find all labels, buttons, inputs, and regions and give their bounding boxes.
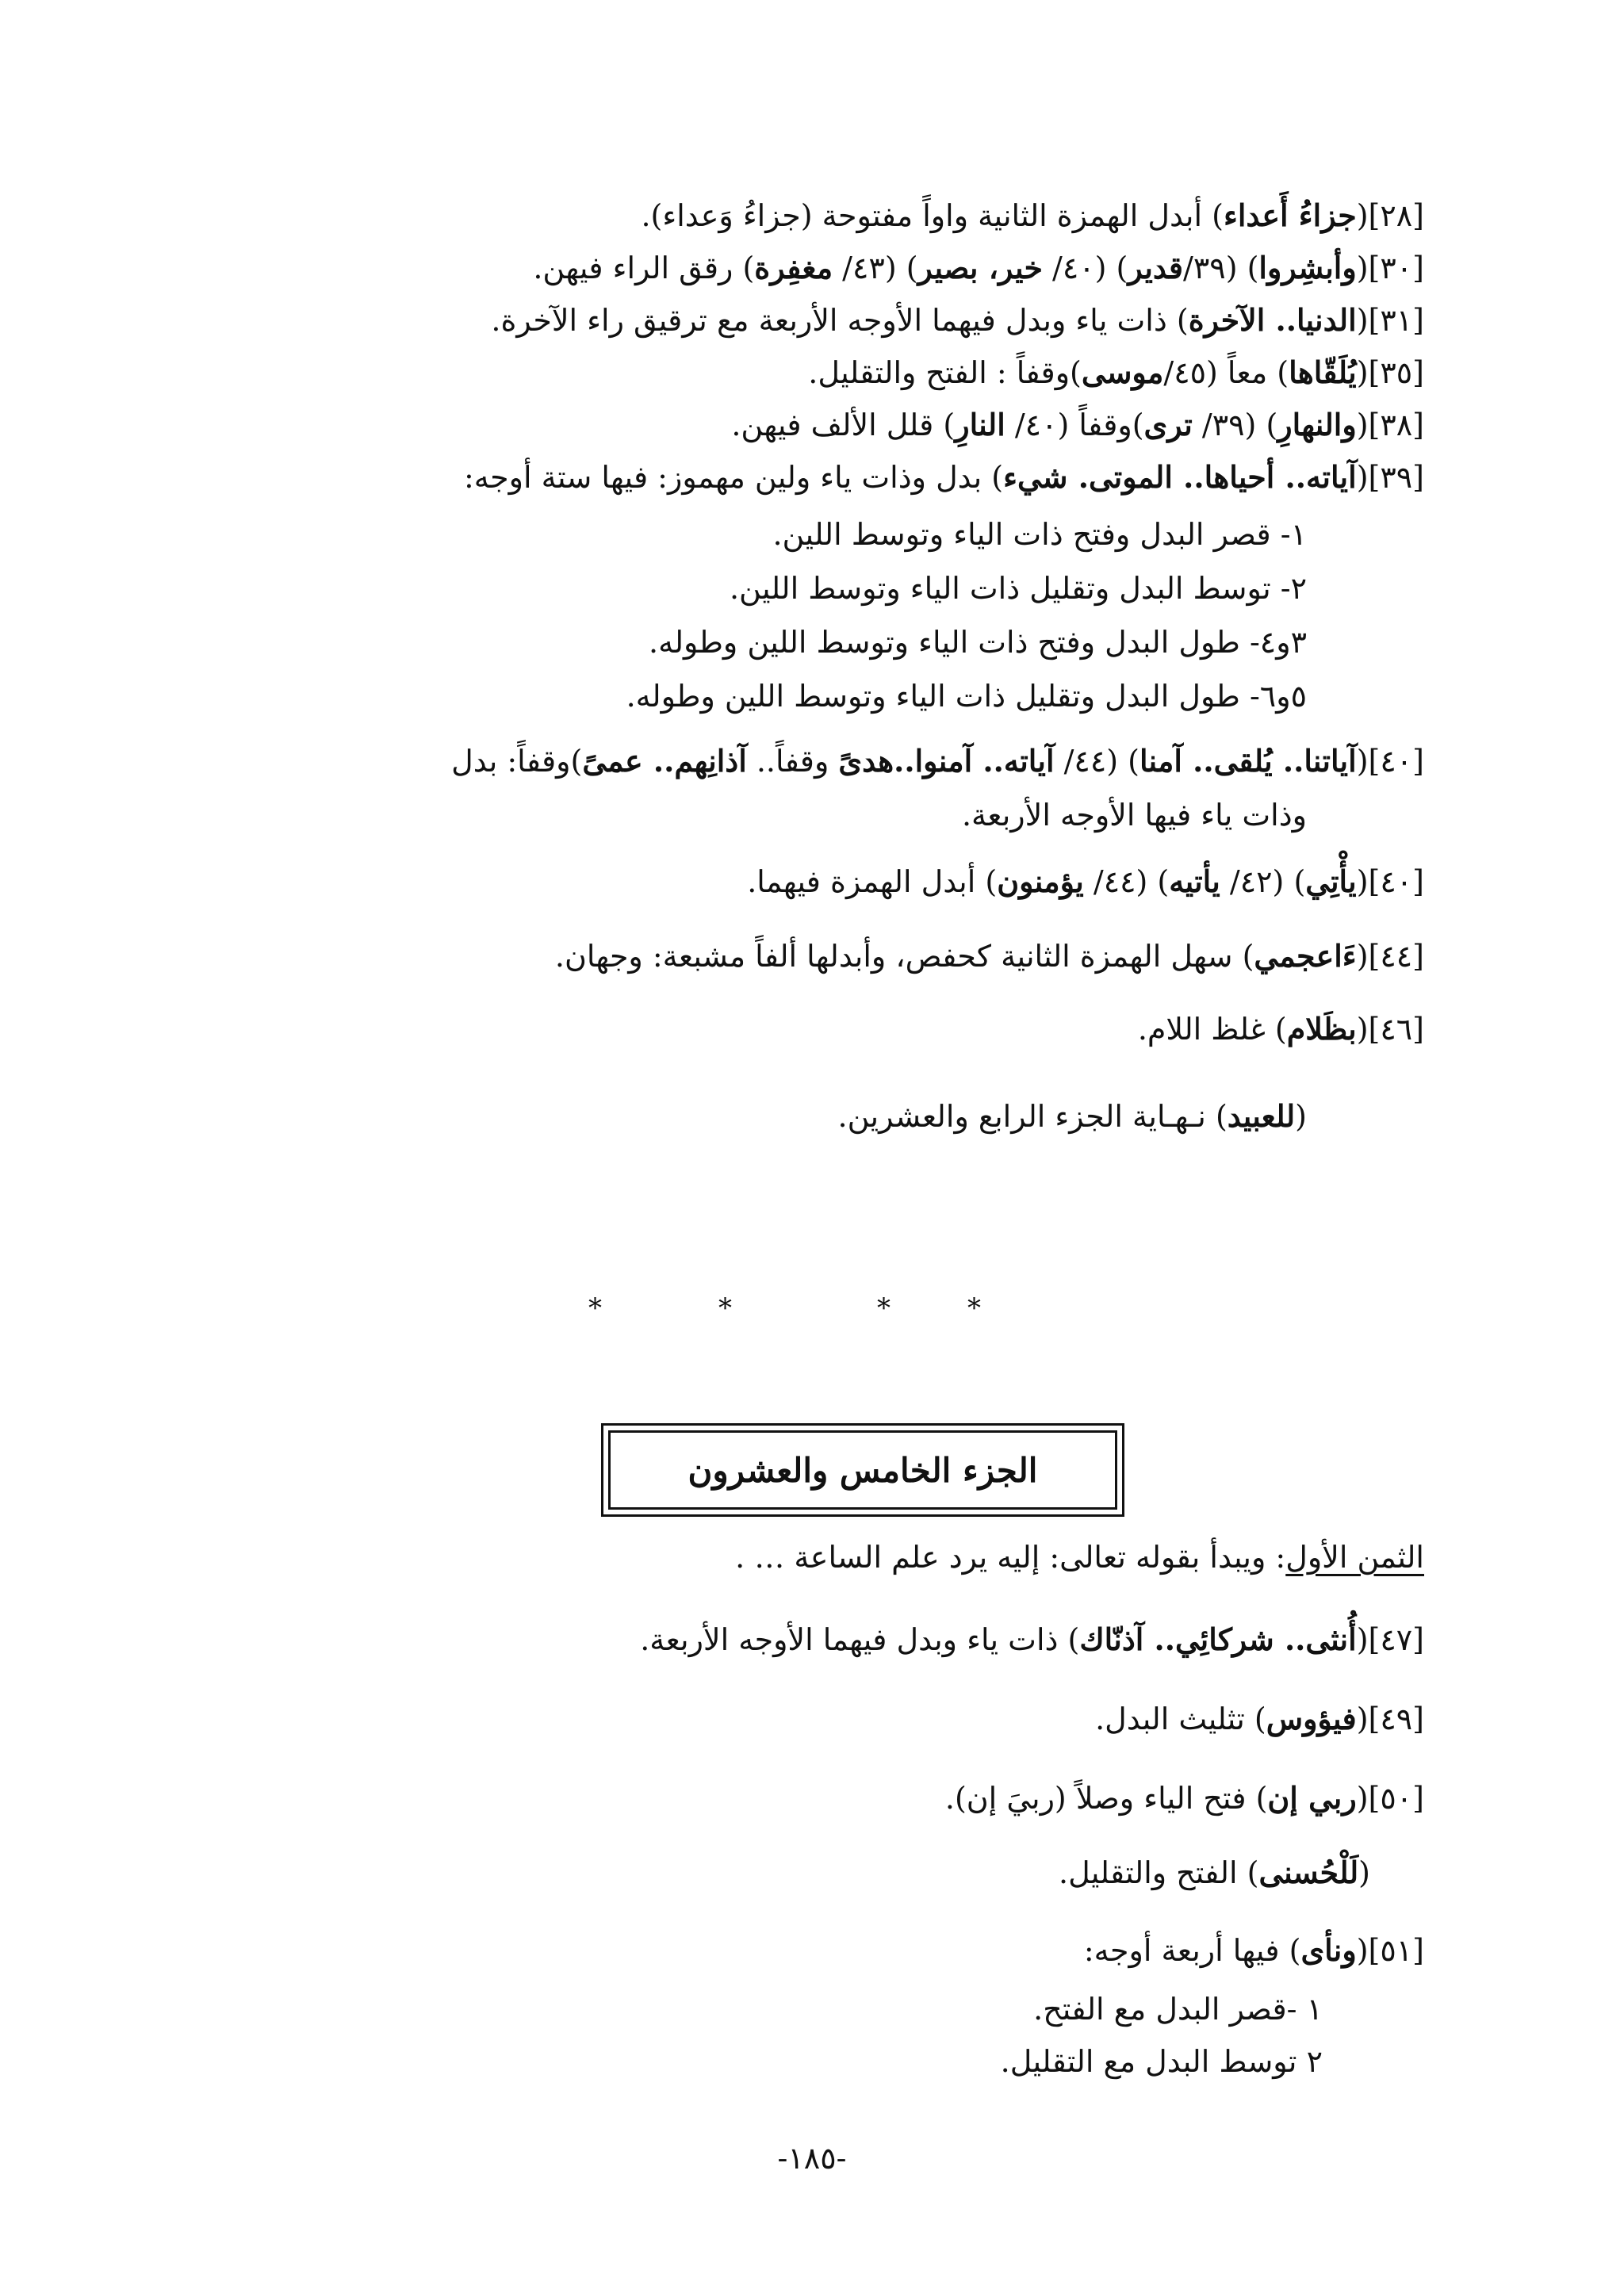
commentary-text: ) (٣٩/	[1183, 251, 1259, 285]
verse-reference: [٤٠]	[1368, 744, 1424, 779]
commentary-text: ) نـهـاية الجزء الرابع والعشرين.	[837, 1099, 1228, 1134]
quranic-word: آذانِهم.. عمىً	[582, 743, 747, 779]
commentary-text: (	[1356, 939, 1369, 974]
entry-47	[640, 1617, 1424, 1662]
entry-51	[1084, 1928, 1424, 1973]
section-title: الجزء الخامس والعشرون	[608, 1430, 1117, 1510]
verse-reference: [٢٨]	[1368, 198, 1424, 233]
quranic-word: آياته.. آمنوا..هدىً	[838, 743, 1055, 779]
sub-item-3: ٣و٤- طول البدل وفتح ذات الياء وتوسط اللين وطوله.	[649, 625, 1307, 660]
end-of-part-note	[838, 1094, 1307, 1139]
commentary-text: ) سهل الهمزة الثانية كحفص، وأبدلها ألفاً مشبعة: وجهان.	[554, 939, 1254, 974]
verse-reference: [٣٠]	[1368, 251, 1424, 285]
entry-40a	[451, 739, 1424, 783]
verse-reference: [٥١]	[1368, 1933, 1424, 1968]
entry-39	[464, 455, 1424, 500]
entry-40b	[747, 859, 1424, 904]
commentary-text: (	[1295, 1099, 1307, 1134]
commentary-text: ) (٣٩/	[1192, 408, 1278, 442]
commentary-text: ) قلل الألف فيهن.	[731, 408, 956, 442]
verse-reference: [٤٧]	[1368, 1622, 1424, 1657]
quranic-word: جزاءُ أَعداء	[1223, 197, 1357, 233]
commentary-text: ) (٤٢/	[1220, 864, 1306, 899]
commentary-text: (	[1356, 198, 1369, 233]
quranic-word: يُلَقّاها	[1289, 354, 1357, 390]
commentary-text: ) أبدل الهمزة الثانية واواً مفتوحة (جزاءُ وَعداء).	[641, 198, 1224, 233]
quranic-word: آياته.. أحياها.. الموتى. شيء	[1003, 459, 1357, 495]
commentary-text: ) أبدل الهمزة فيهما.	[747, 864, 998, 899]
verse-reference: [٤٤]	[1368, 939, 1424, 974]
commentary-text: ) الفتح والتقليل.	[1059, 1855, 1259, 1890]
thumn-label: الثمن الأول	[1285, 1540, 1424, 1575]
commentary-text: ) رقق الراء فيهن.	[533, 251, 755, 285]
commentary-text: )وقفاً (٤٠/	[1005, 408, 1144, 442]
entry-28	[641, 193, 1424, 238]
commentary-text: ) غلظ اللام.	[1137, 1012, 1287, 1047]
commentary-text: (	[1356, 1622, 1369, 1657]
sub51-item-1: ١ -قصر البدل مع الفتح.	[1033, 1992, 1323, 2027]
commentary-text: (	[1356, 1012, 1369, 1047]
quranic-word: الدنيا.. الآخرة	[1188, 302, 1357, 338]
section-title-box	[601, 1423, 1124, 1517]
commentary-text: ) (٤٤/	[1054, 744, 1139, 779]
sub-item-4: ٥و٦- طول البدل وتقليل ذات الياء وتوسط اللين وطوله.	[626, 679, 1307, 714]
quranic-word: ءَاعجمي	[1254, 938, 1357, 974]
quranic-word: يؤمنون	[997, 863, 1084, 899]
commentary-text: ) فيها أربعة أوجه:	[1083, 1933, 1301, 1968]
entry-44	[555, 934, 1424, 978]
verse-reference: [٤٠]	[1368, 864, 1424, 899]
commentary-text: (	[1356, 408, 1369, 442]
commentary-text: ) تثليث البدل.	[1095, 1702, 1266, 1736]
quranic-word: يأْتِي	[1305, 863, 1357, 899]
entry-50-cont	[1059, 1851, 1370, 1895]
quranic-word: ترى	[1143, 407, 1193, 442]
commentary-text: (	[1356, 460, 1369, 495]
quranic-word: قدير	[1128, 250, 1184, 285]
commentary-text: ) معاً (٤٥/	[1163, 355, 1289, 390]
separator-stars	[0, 1292, 1624, 1340]
commentary-text: ) ذات ياء وبدل فيهما الأوجه الأربعة.	[640, 1622, 1080, 1657]
verse-reference: [٣٩]	[1368, 460, 1424, 495]
commentary-text: (	[1356, 864, 1369, 899]
commentary-text: )وقفاً : الفتح والتقليل.	[808, 355, 1082, 390]
quranic-word: خير، بصير	[917, 250, 1043, 285]
commentary-text: ) فتح الياء وصلاً (ربيَ إن).	[944, 1781, 1268, 1816]
sub-item-1: ١- قصر البدل وفتح ذات الياء وتوسط اللين.	[772, 517, 1307, 552]
entry-38	[731, 403, 1424, 447]
sub51-item-2: ٢ توسط البدل مع التقليل.	[1000, 2044, 1323, 2079]
commentary-text: ) ذات ياء وبدل فيهما الأوجه الأربعة مع ترقيق راء الآخرة.	[491, 303, 1189, 338]
quranic-word: آياتنا.. يُلقى.. آمنا	[1139, 743, 1357, 779]
quranic-word: النارِ	[955, 407, 1005, 442]
entry-31	[491, 298, 1424, 343]
commentary-text: )وقفاً: بدل	[451, 744, 583, 779]
quranic-word: يأتيه	[1169, 863, 1220, 899]
quranic-word: مغفِرة	[754, 250, 833, 285]
commentary-text: (	[1356, 355, 1369, 390]
commentary-text: (	[1356, 1781, 1369, 1816]
verse-reference: [٣٥]	[1368, 355, 1424, 390]
quranic-word: والنهارِ	[1277, 407, 1357, 442]
commentary-text: وقفاً..	[746, 744, 839, 779]
entry-30	[533, 246, 1424, 290]
commentary-text: (	[1356, 744, 1369, 779]
entry-50	[945, 1776, 1424, 1820]
verse-reference: [٣٨]	[1368, 408, 1424, 442]
quranic-word: بظَلام	[1286, 1011, 1357, 1047]
commentary-text: ) (٤٤/	[1083, 864, 1170, 899]
entry-49	[1095, 1697, 1424, 1741]
commentary-text: ) (٤٣/	[833, 251, 918, 285]
quranic-word: أُنثى.. شركائِي.. آذنّاك	[1079, 1621, 1357, 1657]
thumn-line	[735, 1535, 1424, 1579]
quranic-word: لَلْحُسنى	[1258, 1855, 1359, 1890]
quranic-word: وأبشِروا	[1258, 250, 1357, 285]
star: *	[967, 1292, 981, 1324]
star: *	[588, 1292, 602, 1324]
commentary-text: (	[1358, 1855, 1370, 1890]
entry-35	[808, 350, 1424, 395]
thumn-rest: : ويبدأ بقوله تعالى: إليه يرد علم الساعة … .	[735, 1540, 1286, 1575]
quranic-word: ربي إن	[1267, 1780, 1357, 1816]
commentary-text: (	[1356, 1933, 1369, 1968]
quranic-word: فيؤوس	[1266, 1701, 1357, 1736]
commentary-text: ) بدل وذات ياء ولين مهموز: فيها ستة أوجه:	[463, 460, 1004, 495]
entry-46	[1138, 1007, 1424, 1051]
quranic-word: موسى	[1081, 354, 1164, 390]
verse-reference: [٤٩]	[1368, 1702, 1424, 1736]
sub-item-2: ٢- توسط البدل وتقليل ذات الياء وتوسط اللين.	[729, 571, 1307, 606]
star: *	[718, 1292, 732, 1324]
commentary-text: (	[1356, 303, 1369, 338]
entry-40a-continuation: وذات ياء فيها الأوجه الأربعة.	[961, 798, 1307, 833]
star: *	[877, 1292, 891, 1324]
commentary-text: (	[1356, 1702, 1369, 1736]
page-number: -١٨٥-	[777, 2141, 847, 2176]
verse-reference: [٥٠]	[1368, 1781, 1424, 1816]
quranic-word: ونأى	[1300, 1932, 1357, 1968]
verse-reference: [٣١]	[1368, 303, 1424, 338]
verse-reference: [٤٦]	[1368, 1012, 1424, 1047]
commentary-text: ) (٤٠/	[1042, 251, 1128, 285]
commentary-text: (	[1356, 251, 1369, 285]
quranic-word: للعبيد	[1227, 1098, 1296, 1134]
